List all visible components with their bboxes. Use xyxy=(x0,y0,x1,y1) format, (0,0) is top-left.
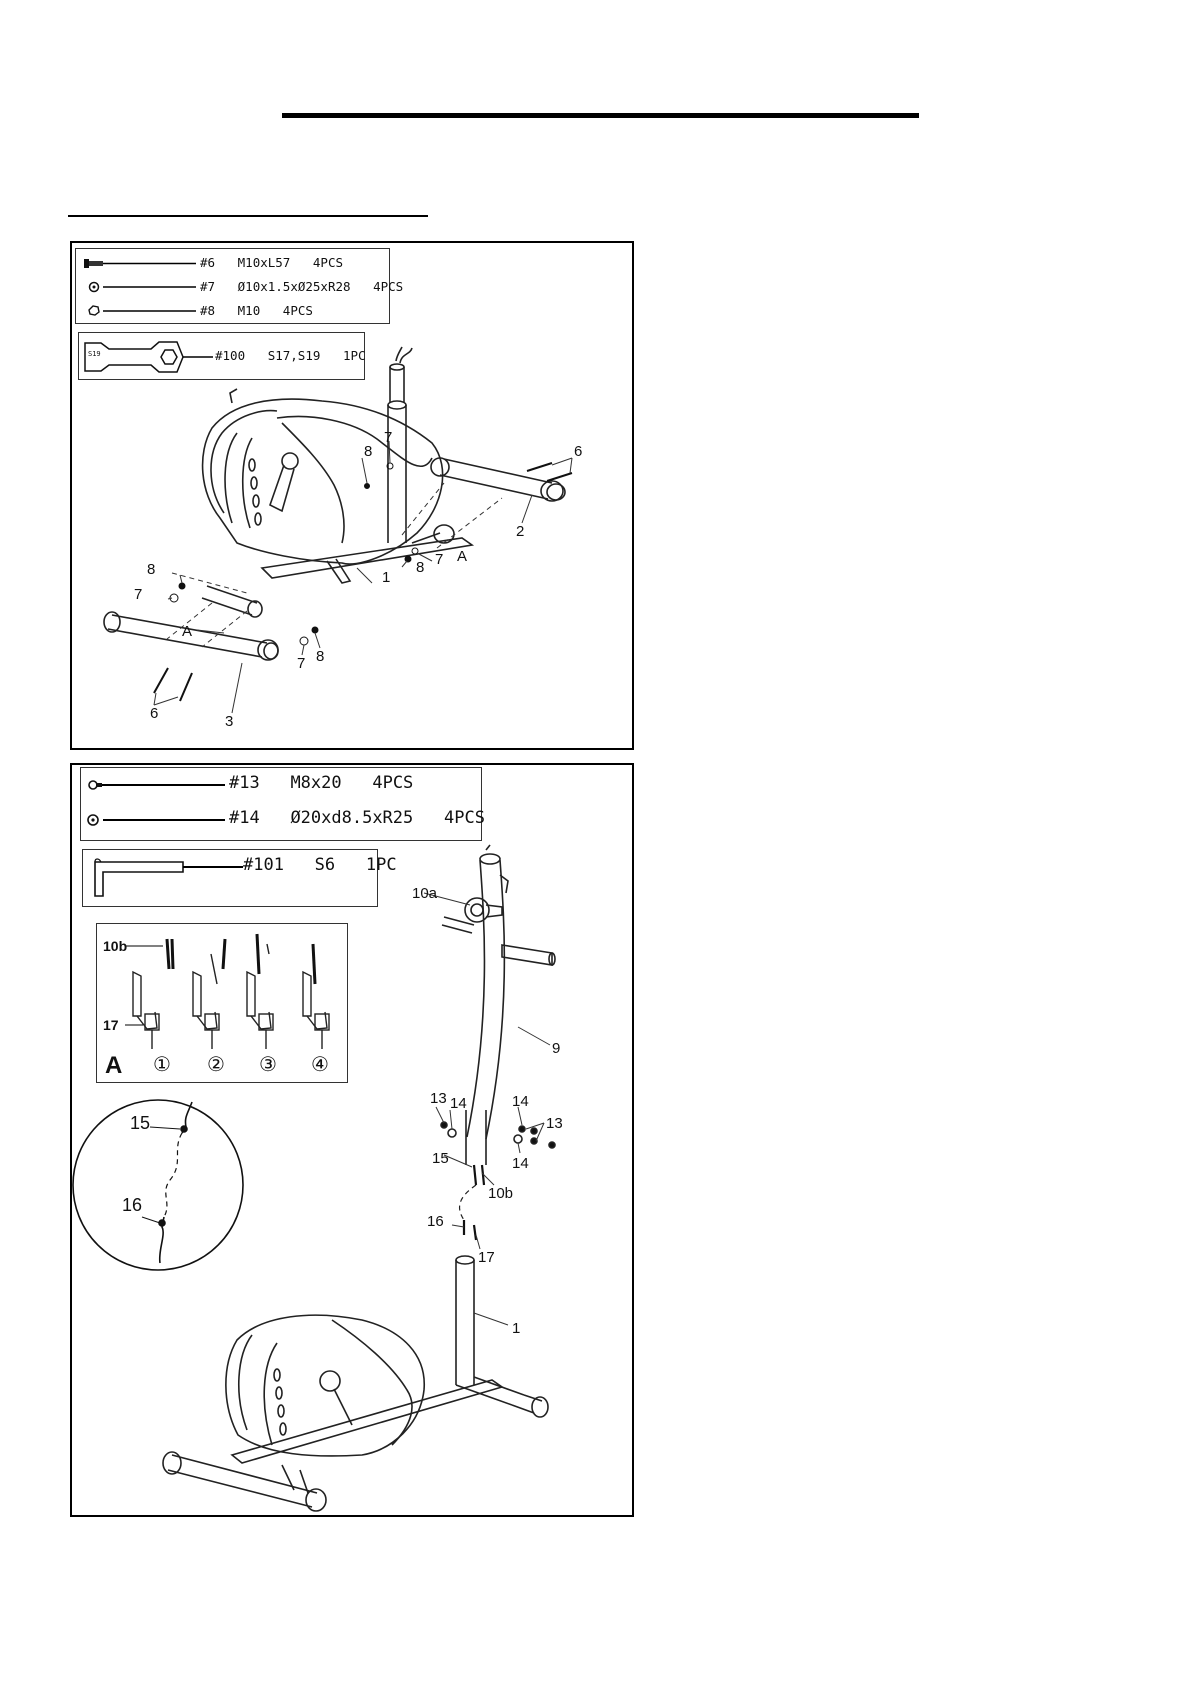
step-2-panel xyxy=(70,763,634,1517)
hardware-13-label: #13 M8x20 4PCS xyxy=(229,773,414,793)
callout-8: 8 xyxy=(316,648,325,665)
callout-7: 7 xyxy=(297,655,306,672)
callout-2: 2 xyxy=(516,523,525,540)
callout-10a: 10a xyxy=(412,885,438,902)
flywheel-cover xyxy=(226,1315,424,1456)
tool-100-label: #100 S17,S19 1PC xyxy=(215,348,366,363)
callout-6: 6 xyxy=(574,443,583,460)
detail-callout-10b: 10b xyxy=(103,938,128,954)
zoom-callout-16: 16 xyxy=(122,1195,143,1215)
detail-step-4-label: ④ xyxy=(311,1052,329,1076)
detail-label-A: A xyxy=(105,1052,123,1079)
callout-8: 8 xyxy=(147,561,156,578)
callout-7: 7 xyxy=(134,586,143,603)
callout-14: 14 xyxy=(512,1155,529,1172)
callout-8: 8 xyxy=(364,443,373,460)
callout-7: 7 xyxy=(435,551,444,568)
hardware-6-label: #6 M10xL57 4PCS xyxy=(200,255,344,270)
frame-stabilizer-diagram xyxy=(72,243,636,752)
header-rule xyxy=(282,113,919,118)
detail-step-2-label: ② xyxy=(207,1052,225,1076)
detail-callout-17: 17 xyxy=(103,1017,119,1033)
callout-1: 1 xyxy=(382,569,391,586)
front-stabilizer xyxy=(440,459,552,499)
step-1-panel xyxy=(70,241,634,750)
callout-A: A xyxy=(182,623,193,640)
cable-zoom-circle xyxy=(73,1100,243,1270)
callout-7: 7 xyxy=(384,429,393,446)
hardware-7-label: #7 Ø10x1.5xØ25xR28 4PCS xyxy=(200,279,404,294)
callout-15: 15 xyxy=(432,1150,449,1167)
callout-14: 14 xyxy=(512,1093,529,1110)
callout-A: A xyxy=(457,548,468,565)
tool-101-label: #101 S6 1PC xyxy=(243,855,397,875)
callout-14: 14 xyxy=(450,1095,467,1112)
zoom-callout-15: 15 xyxy=(130,1113,151,1133)
handlebar-post-diagram xyxy=(72,765,636,1519)
upright-tube xyxy=(456,1260,474,1385)
section-underline xyxy=(68,215,428,217)
callout-9: 9 xyxy=(552,1040,561,1057)
callout-13: 13 xyxy=(546,1115,563,1132)
callout-17: 17 xyxy=(478,1249,495,1266)
callout-13: 13 xyxy=(430,1090,447,1107)
detail-step-3-label: ③ xyxy=(259,1052,277,1076)
upright-tube xyxy=(388,405,406,543)
callout-1: 1 xyxy=(512,1320,521,1337)
detail-step-1-label: ① xyxy=(153,1052,171,1076)
callout-3: 3 xyxy=(225,713,234,730)
callout-8: 8 xyxy=(416,559,425,576)
callout-6: 6 xyxy=(150,705,159,722)
callout-16: 16 xyxy=(427,1213,444,1230)
wrench-engraving: S19 xyxy=(88,350,101,358)
callout-10b: 10b xyxy=(488,1185,514,1202)
hardware-14-label: #14 Ø20xd8.5xR25 4PCS xyxy=(229,808,485,828)
hardware-8-label: #8 M10 4PCS xyxy=(200,303,313,318)
